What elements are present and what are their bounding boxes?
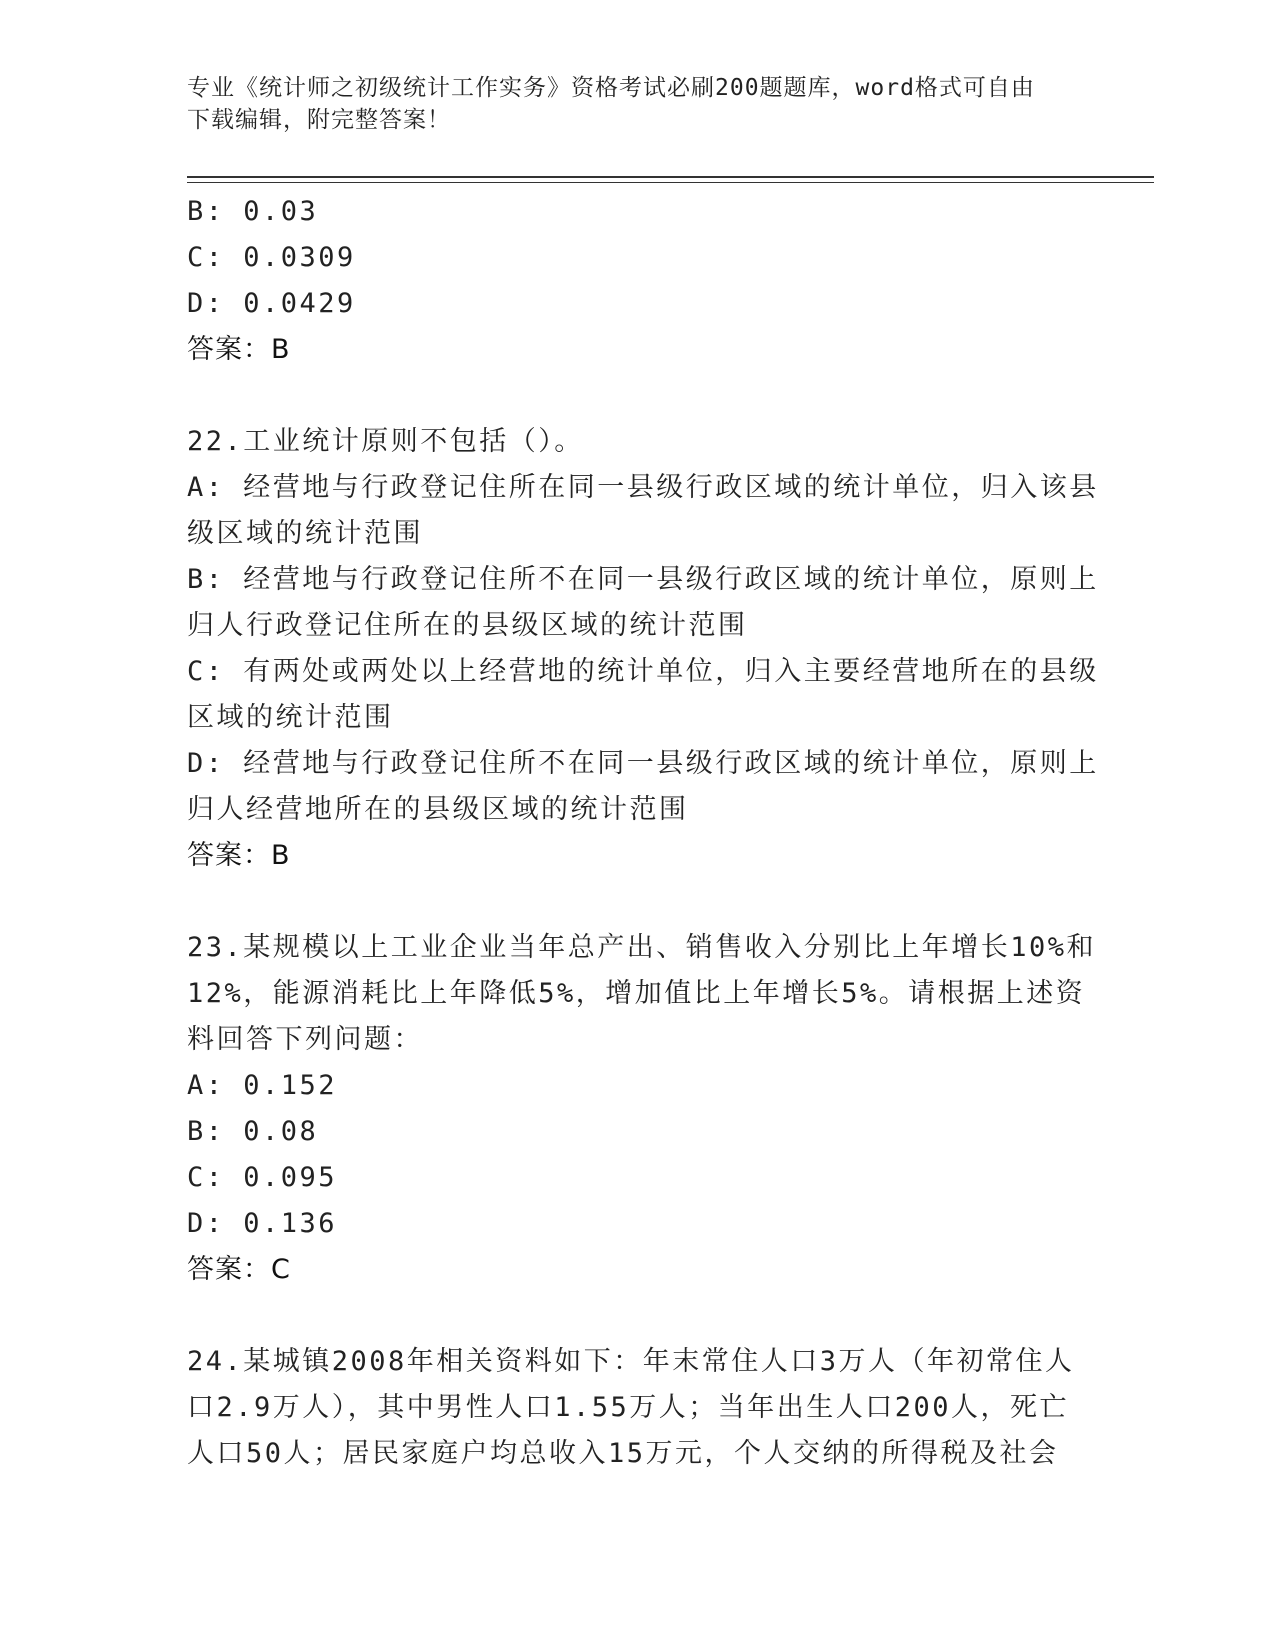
q21-option-c: C: 0.0309 [187, 242, 356, 273]
q23-stem-line-1: 23.某规模以上工业企业当年总产出、销售收入分别比上年增长10%和 [187, 932, 1097, 963]
q23-option-c: C: 0.095 [187, 1162, 338, 1193]
q22-option-b-line-1: B: 经营地与行政登记住所不在同一县级行政区域的统计单位，原则上 [187, 564, 1099, 595]
question-content [187, 189, 1099, 1477]
q22-option-a-line-2: 级区域的统计范围 [187, 518, 423, 549]
q22-option-d-line-2: 归人经营地所在的县级区域的统计范围 [187, 794, 689, 825]
q23-stem-line-3: 料回答下列问题： [187, 1024, 423, 1055]
q23-option-b: B: 0.08 [187, 1116, 319, 1147]
question-spacer [187, 879, 1087, 925]
header-line-1: 专业《统计师之初级统计工作实务》资格考试必刷200题题库，word格式可自由 [187, 75, 1035, 101]
q22-option-d-line-1: D: 经营地与行政登记住所不在同一县级行政区域的统计单位，原则上 [187, 748, 1099, 779]
q23-option-d: D: 0.136 [187, 1208, 338, 1239]
q22-option-c-line-2: 区域的统计范围 [187, 702, 394, 733]
q22-option-a-line-1: A: 经营地与行政登记住所在同一县级行政区域的统计单位，归入该县 [187, 472, 1099, 503]
question-spacer [187, 373, 1087, 419]
q24-stem-line-3: 人口50人；居民家庭户均总收入15万元，个人交纳的所得税及社会 [187, 1438, 1059, 1469]
q21-option-d: D: 0.0429 [187, 288, 356, 319]
q24-stem-line-1: 24.某城镇2008年相关资料如下：年末常住人口3万人（年初常住人 [187, 1346, 1075, 1377]
q23-answer: 答案：C [187, 1254, 291, 1285]
q24-stem-line-2: 口2.9万人），其中男性人口1.55万人；当年出生人口200人，死亡 [187, 1392, 1070, 1423]
question-22 [187, 419, 1099, 879]
question-21-tail [187, 189, 1087, 373]
q22-answer: 答案：B [187, 840, 291, 871]
q22-option-b-line-2: 归人行政登记住所在的县级区域的统计范围 [187, 610, 748, 641]
q23-stem-line-2: 12%，能源消耗比上年降低5%，增加值比上年增长5%。请根据上述资 [187, 978, 1086, 1009]
q21-option-b: B: 0.03 [187, 196, 319, 227]
q23-option-a: A: 0.152 [187, 1070, 338, 1101]
header-divider-thin [187, 182, 1154, 183]
question-23 [187, 925, 1097, 1293]
q21-answer: 答案：B [187, 334, 291, 365]
question-24 [187, 1339, 1087, 1477]
header-line-2: 下载编辑，附完整答案！ [187, 107, 451, 133]
q22-option-c-line-1: C: 有两处或两处以上经营地的统计单位，归入主要经营地所在的县级 [187, 656, 1099, 687]
question-spacer [187, 1293, 1087, 1339]
page-header [187, 72, 1067, 136]
header-divider-thick [187, 176, 1154, 178]
q22-stem: 22.工业统计原则不包括（）。 [187, 426, 584, 457]
